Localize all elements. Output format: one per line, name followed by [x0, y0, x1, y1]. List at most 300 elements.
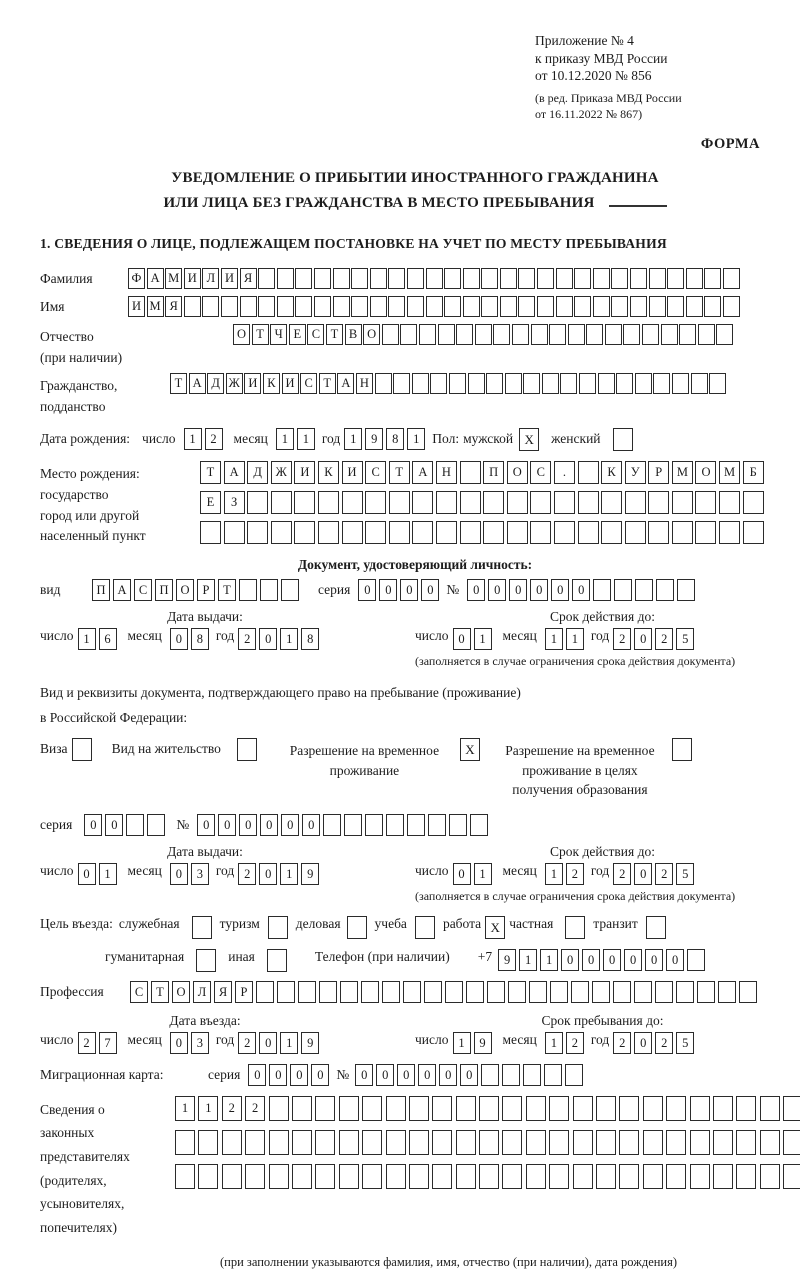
citizenship-cells[interactable]	[170, 373, 728, 394]
form-cell[interactable]: 5	[676, 1032, 694, 1054]
form-cell[interactable]	[554, 521, 575, 544]
form-cell[interactable]	[412, 521, 433, 544]
form-cell[interactable]: М	[147, 296, 164, 317]
form-cell[interactable]	[596, 1096, 616, 1121]
form-cell[interactable]	[292, 1130, 312, 1155]
form-cell[interactable]: Я	[240, 268, 257, 289]
form-cell[interactable]	[593, 579, 611, 601]
form-cell[interactable]: 1	[474, 628, 492, 650]
form-cell[interactable]	[529, 981, 547, 1003]
form-cell[interactable]	[365, 521, 386, 544]
form-cell[interactable]: 0	[259, 1032, 277, 1054]
form-cell[interactable]	[578, 461, 599, 484]
form-cell[interactable]: К	[263, 373, 280, 394]
purpose-study-checkbox[interactable]	[415, 916, 435, 939]
form-cell[interactable]	[523, 1064, 541, 1086]
form-cell[interactable]: А	[224, 461, 245, 484]
form-cell[interactable]: 1	[453, 1032, 471, 1054]
form-cell[interactable]: 0	[376, 1064, 394, 1086]
form-cell[interactable]	[605, 324, 622, 345]
form-cell[interactable]: 0	[78, 863, 96, 885]
form-cell[interactable]	[666, 1130, 686, 1155]
form-cell[interactable]: 1	[545, 863, 563, 885]
form-cell[interactable]	[342, 491, 363, 514]
form-cell[interactable]: 1	[198, 1096, 218, 1121]
form-cell[interactable]	[695, 521, 716, 544]
form-cell[interactable]	[224, 521, 245, 544]
form-cell[interactable]	[526, 1164, 546, 1189]
form-cell[interactable]: 0	[453, 628, 471, 650]
form-cell[interactable]	[298, 981, 316, 1003]
form-cell[interactable]: 1	[545, 628, 563, 650]
form-cell[interactable]: О	[233, 324, 250, 345]
form-cell[interactable]	[428, 814, 446, 836]
form-cell[interactable]	[198, 1130, 218, 1155]
form-cell[interactable]: 0	[603, 949, 621, 971]
form-cell[interactable]	[643, 1130, 663, 1155]
form-cell[interactable]	[676, 981, 694, 1003]
form-cell[interactable]: 2	[655, 863, 673, 885]
form-cell[interactable]	[386, 1096, 406, 1121]
form-cell[interactable]	[386, 814, 404, 836]
form-cell[interactable]	[362, 1096, 382, 1121]
form-cell[interactable]	[339, 1096, 359, 1121]
form-cell[interactable]	[339, 1130, 359, 1155]
form-cell[interactable]: 3	[191, 863, 209, 885]
form-cell[interactable]	[507, 521, 528, 544]
form-cell[interactable]: 0	[400, 579, 418, 601]
identity-issue-year-cells[interactable]	[238, 628, 322, 650]
form-cell[interactable]	[565, 1064, 583, 1086]
form-cell[interactable]	[690, 1164, 710, 1189]
form-cell[interactable]	[436, 521, 457, 544]
form-cell[interactable]	[687, 949, 705, 971]
form-cell[interactable]	[479, 1096, 499, 1121]
form-cell[interactable]	[697, 981, 715, 1003]
form-cell[interactable]: М	[672, 461, 693, 484]
form-cell[interactable]: 0	[418, 1064, 436, 1086]
form-cell[interactable]	[222, 1130, 242, 1155]
form-cell[interactable]	[470, 814, 488, 836]
form-cell[interactable]	[573, 1164, 593, 1189]
form-cell[interactable]	[351, 268, 368, 289]
form-cell[interactable]	[365, 814, 383, 836]
name-cells[interactable]	[128, 296, 742, 317]
form-cell[interactable]	[611, 268, 628, 289]
form-cell[interactable]	[573, 1130, 593, 1155]
form-cell[interactable]: 2	[222, 1096, 242, 1121]
purpose-other-checkbox[interactable]	[267, 949, 287, 972]
form-cell[interactable]: Я	[214, 981, 232, 1003]
form-cell[interactable]	[672, 373, 689, 394]
form-cell[interactable]: С	[530, 461, 551, 484]
form-cell[interactable]: 0	[379, 579, 397, 601]
form-cell[interactable]: И	[294, 461, 315, 484]
identity-valid-year-cells[interactable]	[613, 628, 697, 650]
form-cell[interactable]	[713, 1130, 733, 1155]
form-cell[interactable]	[625, 521, 646, 544]
representatives-row1-cells[interactable]	[175, 1096, 800, 1121]
form-cell[interactable]: 0	[260, 814, 278, 836]
form-cell[interactable]	[314, 268, 331, 289]
form-cell[interactable]	[315, 1164, 335, 1189]
form-cell[interactable]	[333, 296, 350, 317]
residence-valid-year-cells[interactable]	[613, 863, 697, 885]
form-cell[interactable]	[698, 324, 715, 345]
form-cell[interactable]	[623, 324, 640, 345]
form-cell[interactable]	[667, 296, 684, 317]
form-cell[interactable]	[456, 1164, 476, 1189]
form-cell[interactable]: У	[625, 461, 646, 484]
form-cell[interactable]: 0	[453, 863, 471, 885]
form-cell[interactable]: 0	[170, 1032, 188, 1054]
form-cell[interactable]	[760, 1164, 780, 1189]
form-cell[interactable]	[679, 324, 696, 345]
entry-month-cells[interactable]	[170, 1032, 212, 1054]
form-cell[interactable]	[407, 814, 425, 836]
form-cell[interactable]	[635, 373, 652, 394]
form-cell[interactable]	[574, 268, 591, 289]
form-cell[interactable]: Р	[235, 981, 253, 1003]
form-cell[interactable]	[677, 579, 695, 601]
form-cell[interactable]	[184, 296, 201, 317]
form-cell[interactable]	[596, 1164, 616, 1189]
residence-issue-day-cells[interactable]	[78, 863, 120, 885]
form-cell[interactable]	[315, 1130, 335, 1155]
form-cell[interactable]	[549, 1164, 569, 1189]
form-cell[interactable]	[444, 296, 461, 317]
form-cell[interactable]	[666, 1164, 686, 1189]
form-cell[interactable]	[460, 461, 481, 484]
form-cell[interactable]: Е	[289, 324, 306, 345]
birth-date-year-cells[interactable]	[344, 428, 428, 450]
form-cell[interactable]	[573, 1096, 593, 1121]
form-cell[interactable]	[200, 521, 221, 544]
form-cell[interactable]	[616, 373, 633, 394]
form-cell[interactable]: 2	[613, 628, 631, 650]
form-cell[interactable]	[500, 268, 517, 289]
form-cell[interactable]	[502, 1096, 522, 1121]
form-cell[interactable]	[574, 296, 591, 317]
form-cell[interactable]: Ж	[226, 373, 243, 394]
form-cell[interactable]: П	[92, 579, 110, 601]
form-cell[interactable]	[388, 268, 405, 289]
form-cell[interactable]: 8	[386, 428, 404, 450]
form-cell[interactable]	[432, 1130, 452, 1155]
sex-male-checkbox[interactable]: X	[519, 428, 539, 451]
form-cell[interactable]: 0	[302, 814, 320, 836]
form-cell[interactable]	[361, 981, 379, 1003]
residence-number-cells[interactable]	[197, 814, 491, 836]
form-cell[interactable]	[339, 1164, 359, 1189]
form-cell[interactable]	[601, 491, 622, 514]
form-cell[interactable]	[294, 521, 315, 544]
form-cell[interactable]: 0	[488, 579, 506, 601]
form-cell[interactable]: 0	[439, 1064, 457, 1086]
form-cell[interactable]: 1	[280, 863, 298, 885]
form-cell[interactable]: 8	[301, 628, 319, 650]
form-cell[interactable]	[247, 491, 268, 514]
form-cell[interactable]	[370, 268, 387, 289]
form-cell[interactable]	[736, 1164, 756, 1189]
form-cell[interactable]	[691, 373, 708, 394]
form-cell[interactable]	[222, 1164, 242, 1189]
residence-issue-month-cells[interactable]	[170, 863, 212, 885]
form-cell[interactable]	[611, 296, 628, 317]
form-cell[interactable]: С	[365, 461, 386, 484]
form-cell[interactable]: Т	[319, 373, 336, 394]
form-cell[interactable]: Л	[193, 981, 211, 1003]
form-cell[interactable]: 6	[99, 628, 117, 650]
form-cell[interactable]	[269, 1164, 289, 1189]
form-cell[interactable]	[175, 1130, 195, 1155]
form-cell[interactable]	[389, 491, 410, 514]
form-cell[interactable]: И	[282, 373, 299, 394]
form-cell[interactable]	[486, 373, 503, 394]
form-cell[interactable]: Т	[151, 981, 169, 1003]
form-cell[interactable]: 0	[572, 579, 590, 601]
form-cell[interactable]	[468, 373, 485, 394]
form-cell[interactable]	[723, 268, 740, 289]
form-cell[interactable]: О	[363, 324, 380, 345]
identity-valid-month-cells[interactable]	[545, 628, 587, 650]
form-cell[interactable]	[269, 1096, 289, 1121]
form-cell[interactable]	[294, 491, 315, 514]
phone-cells[interactable]	[498, 949, 708, 971]
form-cell[interactable]	[649, 296, 666, 317]
form-cell[interactable]	[400, 324, 417, 345]
form-cell[interactable]	[560, 373, 577, 394]
form-cell[interactable]	[518, 268, 535, 289]
form-cell[interactable]: 9	[474, 1032, 492, 1054]
form-cell[interactable]	[635, 579, 653, 601]
form-cell[interactable]: 1	[276, 428, 294, 450]
form-cell[interactable]	[466, 981, 484, 1003]
migration-card-number-cells[interactable]	[355, 1064, 586, 1086]
form-cell[interactable]	[342, 521, 363, 544]
form-cell[interactable]: 2	[238, 1032, 256, 1054]
form-cell[interactable]	[648, 491, 669, 514]
form-cell[interactable]	[436, 491, 457, 514]
form-cell[interactable]	[760, 1096, 780, 1121]
form-cell[interactable]: 2	[613, 863, 631, 885]
form-cell[interactable]	[239, 579, 257, 601]
form-cell[interactable]: 2	[613, 1032, 631, 1054]
form-cell[interactable]: 1	[474, 863, 492, 885]
form-cell[interactable]	[502, 1064, 520, 1086]
form-cell[interactable]: 1	[280, 1032, 298, 1054]
form-cell[interactable]	[542, 373, 559, 394]
form-cell[interactable]: 1	[175, 1096, 195, 1121]
form-cell[interactable]	[260, 579, 278, 601]
form-cell[interactable]	[258, 268, 275, 289]
form-cell[interactable]	[783, 1130, 800, 1155]
form-cell[interactable]	[719, 521, 740, 544]
form-cell[interactable]	[550, 981, 568, 1003]
form-cell[interactable]	[424, 981, 442, 1003]
form-cell[interactable]	[598, 373, 615, 394]
form-cell[interactable]	[389, 521, 410, 544]
identity-valid-day-cells[interactable]	[453, 628, 495, 650]
form-cell[interactable]	[704, 268, 721, 289]
form-cell[interactable]	[375, 373, 392, 394]
form-cell[interactable]	[579, 373, 596, 394]
form-cell[interactable]	[449, 373, 466, 394]
migration-card-series-cells[interactable]	[248, 1064, 332, 1086]
form-cell[interactable]	[281, 579, 299, 601]
form-cell[interactable]	[586, 324, 603, 345]
form-cell[interactable]: В	[345, 324, 362, 345]
form-cell[interactable]	[537, 296, 554, 317]
form-cell[interactable]: 0	[259, 863, 277, 885]
form-cell[interactable]: И	[244, 373, 261, 394]
residence-issue-year-cells[interactable]	[238, 863, 322, 885]
form-cell[interactable]: С	[307, 324, 324, 345]
option-temp-residence-checkbox[interactable]: X	[460, 738, 480, 761]
form-cell[interactable]: 1	[344, 428, 362, 450]
form-cell[interactable]	[549, 1096, 569, 1121]
stay-month-cells[interactable]	[545, 1032, 587, 1054]
form-cell[interactable]	[277, 296, 294, 317]
form-cell[interactable]: Н	[436, 461, 457, 484]
form-cell[interactable]	[393, 373, 410, 394]
purpose-transit-checkbox[interactable]	[646, 916, 666, 939]
form-cell[interactable]: С	[134, 579, 152, 601]
form-cell[interactable]	[463, 268, 480, 289]
form-cell[interactable]	[630, 296, 647, 317]
birth-place-row1-cells[interactable]	[200, 461, 766, 484]
form-cell[interactable]	[147, 814, 165, 836]
form-cell[interactable]: 1	[545, 1032, 563, 1054]
form-cell[interactable]	[479, 1164, 499, 1189]
stay-year-cells[interactable]	[613, 1032, 697, 1054]
form-cell[interactable]	[518, 296, 535, 317]
form-cell[interactable]	[388, 296, 405, 317]
form-cell[interactable]	[432, 1164, 452, 1189]
form-cell[interactable]: 0	[355, 1064, 373, 1086]
identity-doc-series-cells[interactable]	[358, 579, 442, 601]
form-cell[interactable]: 0	[551, 579, 569, 601]
form-cell[interactable]	[426, 296, 443, 317]
form-cell[interactable]	[365, 491, 386, 514]
form-cell[interactable]	[593, 268, 610, 289]
form-cell[interactable]	[619, 1164, 639, 1189]
form-cell[interactable]	[656, 579, 674, 601]
form-cell[interactable]	[382, 324, 399, 345]
form-cell[interactable]: 2	[205, 428, 223, 450]
form-cell[interactable]	[409, 1130, 429, 1155]
profession-cells[interactable]	[130, 981, 760, 1003]
form-cell[interactable]: 2	[655, 1032, 673, 1054]
form-cell[interactable]: Б	[743, 461, 764, 484]
form-cell[interactable]: 8	[191, 628, 209, 650]
patronymic-cells[interactable]	[233, 324, 735, 345]
purpose-tourism-checkbox[interactable]	[268, 916, 288, 939]
form-cell[interactable]: 0	[509, 579, 527, 601]
form-cell[interactable]	[686, 296, 703, 317]
form-cell[interactable]	[463, 296, 480, 317]
form-cell[interactable]: Ф	[128, 268, 145, 289]
form-cell[interactable]	[619, 1096, 639, 1121]
form-cell[interactable]: А	[113, 579, 131, 601]
form-cell[interactable]	[318, 521, 339, 544]
form-cell[interactable]	[643, 1096, 663, 1121]
form-cell[interactable]	[512, 324, 529, 345]
form-cell[interactable]	[277, 268, 294, 289]
form-cell[interactable]: 0	[634, 1032, 652, 1054]
form-cell[interactable]	[713, 1096, 733, 1121]
form-cell[interactable]: 5	[676, 863, 694, 885]
form-cell[interactable]	[481, 296, 498, 317]
form-cell[interactable]	[601, 521, 622, 544]
form-cell[interactable]	[783, 1164, 800, 1189]
form-cell[interactable]: 1	[99, 863, 117, 885]
form-cell[interactable]: 2	[238, 628, 256, 650]
form-cell[interactable]: 1	[280, 628, 298, 650]
form-cell[interactable]: А	[412, 461, 433, 484]
form-cell[interactable]	[578, 521, 599, 544]
form-cell[interactable]	[655, 981, 673, 1003]
form-cell[interactable]	[719, 491, 740, 514]
form-cell[interactable]	[245, 1164, 265, 1189]
form-cell[interactable]	[386, 1130, 406, 1155]
form-cell[interactable]: 0	[467, 579, 485, 601]
form-cell[interactable]	[319, 981, 337, 1003]
form-cell[interactable]: Т	[170, 373, 187, 394]
form-cell[interactable]	[258, 296, 275, 317]
form-cell[interactable]: 1	[540, 949, 558, 971]
form-cell[interactable]	[760, 1130, 780, 1155]
form-cell[interactable]	[523, 373, 540, 394]
form-cell[interactable]	[743, 491, 764, 514]
identity-issue-day-cells[interactable]	[78, 628, 120, 650]
form-cell[interactable]: 9	[301, 863, 319, 885]
form-cell[interactable]	[382, 981, 400, 1003]
form-cell[interactable]	[269, 1130, 289, 1155]
form-cell[interactable]	[340, 981, 358, 1003]
form-cell[interactable]	[531, 324, 548, 345]
form-cell[interactable]: 0	[582, 949, 600, 971]
form-cell[interactable]	[412, 491, 433, 514]
form-cell[interactable]: 0	[170, 863, 188, 885]
form-cell[interactable]: 0	[84, 814, 102, 836]
form-cell[interactable]	[571, 981, 589, 1003]
form-cell[interactable]: 2	[78, 1032, 96, 1054]
form-cell[interactable]: А	[147, 268, 164, 289]
form-cell[interactable]	[530, 491, 551, 514]
form-cell[interactable]	[403, 981, 421, 1003]
form-cell[interactable]	[642, 324, 659, 345]
form-cell[interactable]	[432, 1096, 452, 1121]
form-cell[interactable]	[653, 373, 670, 394]
form-cell[interactable]: И	[342, 461, 363, 484]
form-cell[interactable]	[456, 1130, 476, 1155]
representatives-row3-cells[interactable]	[175, 1164, 800, 1189]
form-cell[interactable]	[596, 1130, 616, 1155]
form-cell[interactable]	[672, 521, 693, 544]
form-cell[interactable]	[686, 268, 703, 289]
form-cell[interactable]	[198, 1164, 218, 1189]
form-cell[interactable]	[295, 268, 312, 289]
form-cell[interactable]	[456, 324, 473, 345]
sex-female-checkbox[interactable]	[613, 428, 633, 451]
form-cell[interactable]	[483, 521, 504, 544]
form-cell[interactable]	[544, 1064, 562, 1086]
form-cell[interactable]	[386, 1164, 406, 1189]
form-cell[interactable]: 9	[498, 949, 516, 971]
form-cell[interactable]	[554, 491, 575, 514]
form-cell[interactable]: О	[172, 981, 190, 1003]
